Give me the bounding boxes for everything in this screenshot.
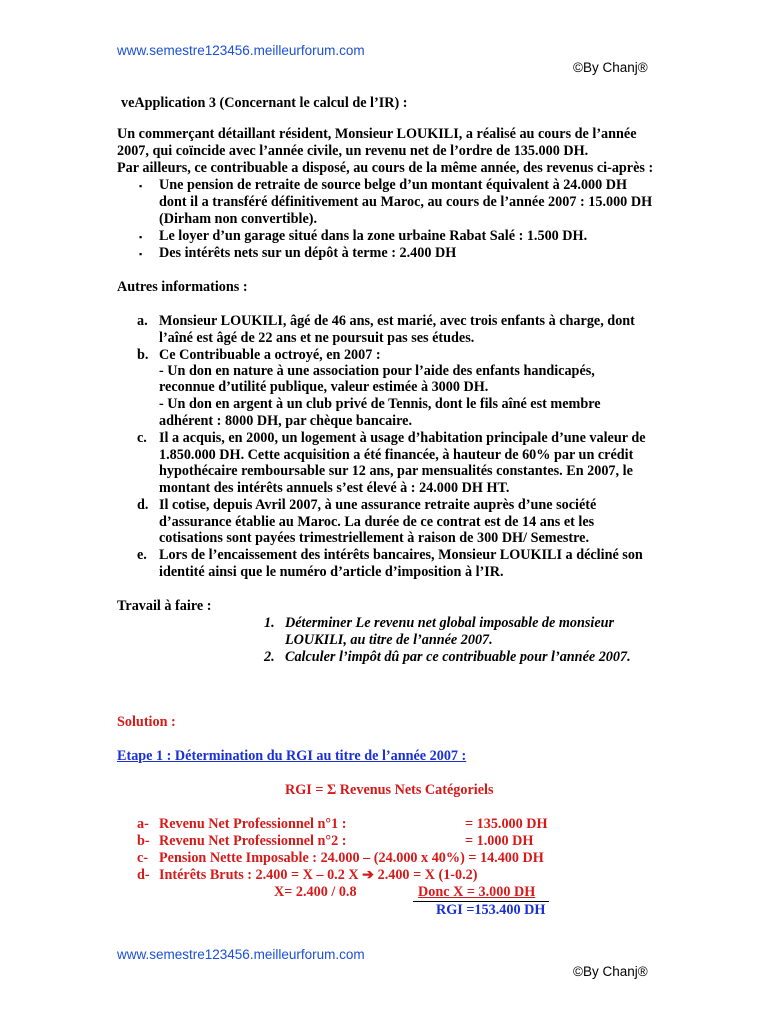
- calc-label: Revenu Net Professionnel n°2 :: [159, 833, 347, 849]
- step1-heading: Etape 1 : Détermination du RGI au titre de l’année 2007 :: [117, 748, 467, 764]
- bullet-line: Une pension de retraite de source belge d’un montant équivalent à 24.000 DH: [159, 177, 628, 193]
- calc-label-2: 2.400 = X (1-0.2): [377, 867, 478, 883]
- bullet-square-icon: ▪: [139, 232, 143, 242]
- calc-label: Pension Nette Imposable : 24.000 – (24.000 x 40%) = 14.400 DH: [159, 850, 544, 866]
- task-line: Calculer l’impôt dû par ce contribuable pour l’année 2007.: [285, 649, 631, 665]
- donc-result: Donc X = 3.000 DH: [418, 884, 536, 900]
- header-credit: ©By Chanj®: [573, 60, 648, 75]
- list-marker: e.: [137, 547, 147, 563]
- total-rule: [413, 901, 549, 902]
- list-item-line: reconnue d’utilité publique, valeur estimée à 3000 DH.: [159, 379, 489, 395]
- intro-line: Par ailleurs, ce contribuable a disposé, au cours de la même année, des revenus ci-après :: [117, 160, 654, 176]
- list-item-line: hypothécaire remboursable sur 12 ans, par mensualités constantes. En 2007, le: [159, 463, 633, 479]
- calc-marker: c-: [137, 850, 149, 866]
- calc-value: = 1.000 DH: [465, 833, 534, 849]
- solution-heading: Solution :: [117, 714, 176, 730]
- section-heading-autres: Autres informations :: [117, 279, 248, 295]
- calc-label: Intérêts Bruts : 2.400 = X – 0.2 X: [159, 867, 359, 883]
- task-marker: 1.: [264, 615, 275, 631]
- bullet-square-icon: ▪: [139, 181, 143, 191]
- rgi-total: RGI =153.400 DH: [436, 902, 546, 918]
- list-marker: d.: [137, 497, 149, 513]
- list-marker: b.: [137, 347, 149, 363]
- list-item-line: 1.850.000 DH. Cette acquisition a été financée, à hauteur de 60% par un crédit: [159, 447, 634, 463]
- calc-marker: b-: [137, 833, 150, 849]
- list-item-line: l’aîné est âgé de 22 ans et ne poursuit pas ses études.: [159, 330, 475, 346]
- list-item-line: Lors de l’encaissement des intérêts bancaires, Monsieur LOUKILI a décliné son: [159, 547, 643, 563]
- task-line: LOUKILI, au titre de l’année 2007.: [285, 632, 493, 648]
- list-item-line: identité ainsi que le numéro d’article d’imposition à l’IR.: [159, 564, 504, 580]
- list-item-line: Il cotise, depuis Avril 2007, à une assurance retraite auprès d’une société: [159, 497, 597, 513]
- bullet-line: (Dirham non convertible).: [159, 211, 318, 227]
- list-marker: a.: [137, 313, 148, 329]
- list-item-line: Il a acquis, en 2000, un logement à usage d’habitation principale d’une valeur de: [159, 430, 646, 446]
- bullet-line: Des intérêts nets sur un dépôt à terme : 2.400 DH: [159, 245, 457, 261]
- exercise-title: veApplication 3 (Concernant le calcul de l’IR) :: [121, 95, 408, 111]
- list-item-line: Ce Contribuable a octroyé, en 2007 :: [159, 347, 381, 363]
- section-heading-travail: Travail à faire :: [117, 598, 212, 614]
- calc-label: Revenu Net Professionnel n°1 :: [159, 816, 347, 832]
- calc-value: = 135.000 DH: [465, 816, 548, 832]
- rgi-formula: RGI = Σ Revenus Nets Catégoriels: [285, 782, 494, 798]
- bullet-line: Le loyer d’un garage situé dans la zone urbaine Rabat Salé : 1.500 DH.: [159, 228, 588, 244]
- task-line: Déterminer Le revenu net global imposable de monsieur: [285, 615, 615, 631]
- x-equation: X= 2.400 / 0.8: [274, 884, 357, 900]
- list-item-line: - Un don en argent à un club privé de Tennis, dont le fils aîné est membre: [159, 396, 601, 412]
- list-marker: c.: [137, 430, 147, 446]
- footer-credit: ©By Chanj®: [573, 964, 648, 979]
- task-marker: 2.: [264, 649, 275, 665]
- intro-line: Un commerçant détaillant résident, Monsieur LOUKILI, a réalisé au cours de l’année: [117, 126, 637, 142]
- list-item-line: - Un don en nature à une association pour l’aide des enfants handicapés,: [159, 363, 595, 379]
- list-item-line: adhérent : 8000 DH, par chèque bancaire.: [159, 413, 413, 429]
- calc-marker: a-: [137, 816, 149, 832]
- list-item-line: montant des intérêts annuels s’est élevé à : 24.000 DH HT.: [159, 480, 510, 496]
- calc-line-interets: [159, 867, 478, 883]
- bullet-line: dont il a transféré définitivement au Maroc, au cours de l’année 2007 : 15.000 DH: [159, 194, 653, 210]
- arrow-right-icon: ➔: [362, 867, 375, 883]
- list-item-line: cotisations sont payées trimestriellement à raison de 300 DH/ Semestre.: [159, 530, 590, 546]
- header-site-link[interactable]: www.semestre123456.meilleurforum.com: [117, 43, 365, 58]
- intro-line: 2007, qui coïncide avec l’année civile, un revenu net de l’ordre de 135.000 DH.: [117, 143, 589, 159]
- list-item-line: Monsieur LOUKILI, âgé de 46 ans, est marié, avec trois enfants à charge, dont: [159, 313, 635, 329]
- bullet-square-icon: ▪: [139, 249, 143, 259]
- list-item-line: d’assurance établie au Maroc. La durée de ce contrat est de 14 ans et les: [159, 514, 595, 530]
- footer-site-link[interactable]: www.semestre123456.meilleurforum.com: [117, 947, 365, 962]
- calc-marker: d-: [137, 867, 150, 883]
